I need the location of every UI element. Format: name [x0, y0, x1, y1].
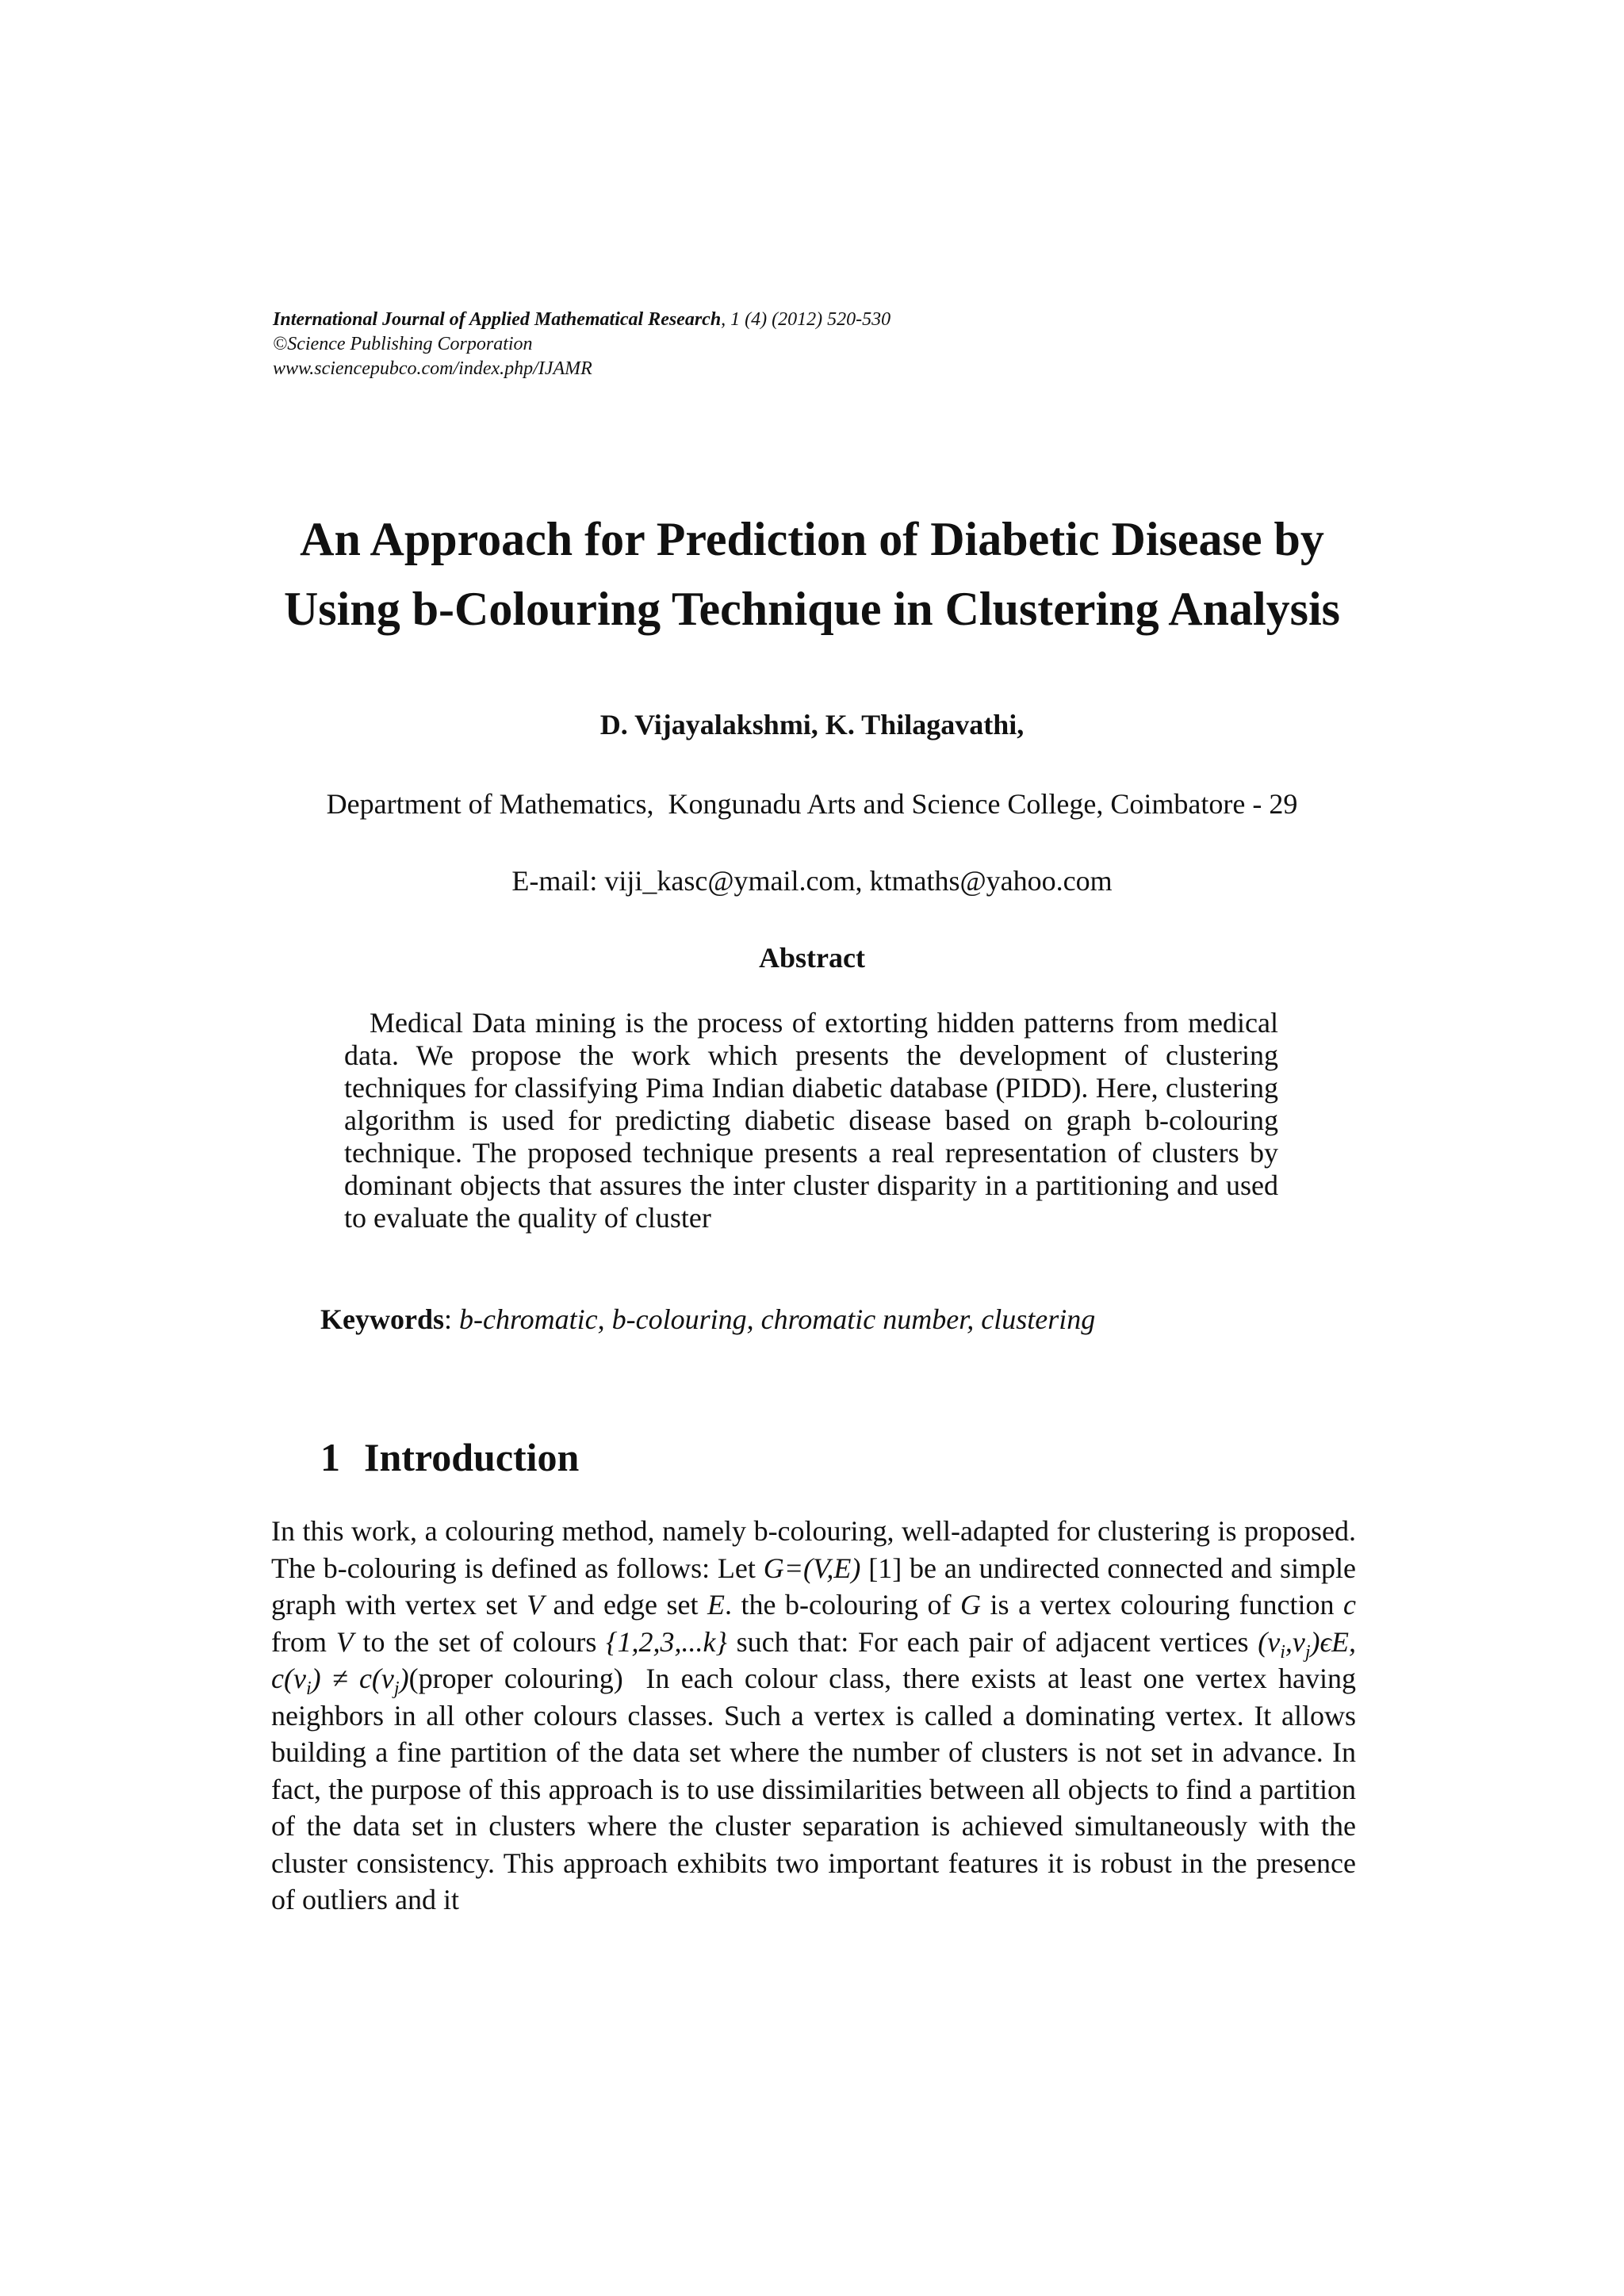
- intro-math: E: [707, 1589, 725, 1621]
- intro-math-part: )ϵE, c(v: [271, 1625, 1370, 1694]
- intro-text: In this work, a colouring method, namely b-colouring, well-adapted for clustering is proposed. The b-colouring is defined as follows: Let: [271, 1515, 1370, 1584]
- abstract-text: Medical Data mining is the process of extorting hidden patterns from medical data. We propose the work which presents the development of clustering techniques for classifying Pima Indian diabetic database (PIDD). Here, clustering algorithm is used for predicting diabetic disease based on graph b-colouring technique. The proposed technique presents a real representation of clusters by dominant objects that assures the inter cluster disparity in a partitioning and used to evaluate the quality of cluster: [344, 1007, 1278, 1234]
- affiliation: Department of Mathematics, Kongunadu Arts and Science College, Coimbatore - 29: [326, 788, 1298, 820]
- intro-text: to the set of colours: [353, 1625, 607, 1658]
- paper-title: [159, 504, 1465, 644]
- journal-citation-line: [273, 308, 1145, 332]
- paper-title-line-2: Using b-Colouring Technique in Clustering Analysis: [283, 583, 1341, 635]
- intro-math: G=(V,E): [763, 1552, 861, 1584]
- intro-text: and edge set: [543, 1589, 707, 1621]
- intro-math-subscript: j: [393, 1678, 400, 1700]
- paper-title-line-1: An Approach for Prediction of Diabetic Disease by: [300, 513, 1324, 565]
- intro-math-part: ) ≠ c(v: [311, 1663, 394, 1694]
- intro-math-subscript: i: [305, 1678, 312, 1700]
- intro-text: is a vertex colouring function: [981, 1589, 1344, 1621]
- keywords-separator: :: [444, 1303, 460, 1335]
- journal-url: www.sciencepubco.com/index.php/IJAMR: [273, 358, 592, 379]
- intro-math: {1,2,3,...k}: [606, 1625, 727, 1658]
- intro-text: . the b-colouring of: [725, 1589, 961, 1621]
- section-heading-introduction: [320, 1432, 579, 1483]
- intro-math-part: (v: [1258, 1625, 1281, 1658]
- journal-name: International Journal of Applied Mathematical Research: [273, 309, 722, 330]
- keywords-label: Keywords: [320, 1303, 444, 1335]
- intro-text: from: [271, 1589, 1363, 1658]
- keywords: [320, 1300, 1431, 1338]
- introduction-paragraph: [271, 1513, 1370, 1919]
- intro-math: V: [335, 1625, 354, 1658]
- publisher: ©Science Publishing Corporation: [273, 334, 533, 354]
- intro-math-subscript: j: [1304, 1641, 1311, 1663]
- intro-math-part: ): [399, 1663, 409, 1694]
- intro-text: [1] be an undirected connected and simple graph with vertex set: [271, 1552, 1364, 1621]
- intro-math: c: [1343, 1589, 1356, 1621]
- section-number: 1: [320, 1435, 340, 1479]
- intro-math-part: ,v: [1285, 1625, 1305, 1658]
- intro-math: G: [960, 1589, 982, 1621]
- journal-header: [273, 308, 1145, 381]
- abstract-heading: Abstract: [759, 942, 865, 974]
- keywords-list: b-chromatic, b-colouring, chromatic number, clustering: [459, 1303, 1096, 1335]
- intro-text: such that: For each pair of adjacent vertices: [726, 1625, 1258, 1658]
- journal-volume-pages: , 1 (4) (2012) 520-530: [721, 309, 891, 330]
- intro-math-subscript: i: [1280, 1641, 1285, 1663]
- authors: D. Vijayalakshmi, K. Thilagavathi,: [599, 709, 1025, 740]
- section-title: Introduction: [364, 1435, 580, 1479]
- intro-math: V: [526, 1589, 544, 1621]
- author-emails: E-mail: viji_kasc@ymail.com, ktmaths@yahoo.com: [511, 865, 1113, 897]
- intro-text: (proper colouring) In each colour class, there exists at least one vertex having neighbors in all other colours classes. Such a vertex is called a dominating vertex. It allows building a fine partition of the data set where the number of clusters is not set in advance. In fact, the purpose of this approach is to use dissimilarities between all objects to find a partition of the data set in clusters where the cluster separation is achieved simultaneously with the cluster consistency. This approach exhibits two important features it is robust in the presence of outliers and it: [271, 1663, 1363, 1915]
